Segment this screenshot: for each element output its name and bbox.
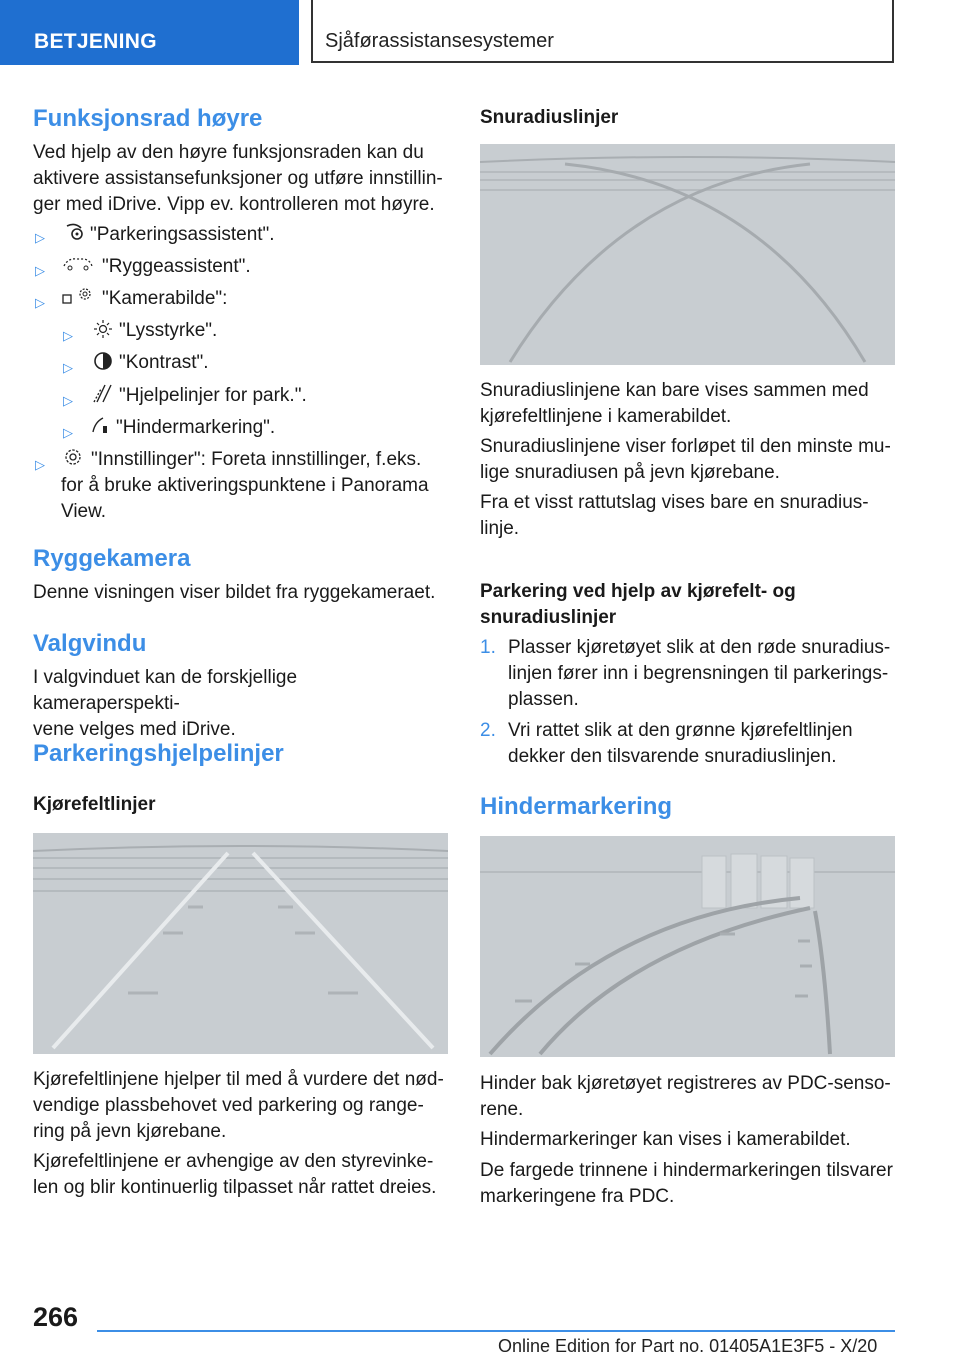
text-line: vendige plassbehovet ved parkering og range-	[33, 1095, 424, 1116]
heading-parkeringshjelpelinjer: Parkeringshjelpelinjer	[33, 740, 284, 767]
para-hinder-1	[480, 1071, 891, 1123]
text-line: linje.	[480, 518, 520, 539]
obstacle-marking-icon	[89, 414, 113, 434]
section-title: BETJENING	[34, 30, 157, 53]
text-line: markeringene fra PDC.	[480, 1186, 675, 1207]
para-kjorefelt-1	[33, 1067, 444, 1145]
heading-ryggekamera: Ryggekamera	[33, 545, 191, 572]
step-number: 2.	[480, 720, 496, 741]
step-1-text	[508, 635, 890, 713]
text-line: Snuradiuslinjene viser forløpet til den minste mu-	[480, 436, 891, 457]
subitem-label: "Hjelpelinjer for park.".	[119, 385, 307, 406]
brightness-icon	[91, 319, 115, 339]
heading-funksjonsrad: Funksjonsrad høyre	[33, 105, 263, 132]
text-line: aktivere assistansefunksjoner og utføre innstillin-	[33, 168, 443, 189]
text-line: Hinder bak kjøretøyet registreres av PDC-senso-	[480, 1073, 891, 1094]
section-tab	[0, 0, 299, 65]
text-line: De fargede trinnene i hindermarkeringen tilsvarer	[480, 1160, 893, 1181]
lane-lines-image	[33, 833, 448, 1054]
text-line: snuradiuslinjer	[480, 607, 617, 628]
text-line: Fra et visst rattutslag vises bare en snuradius-	[480, 492, 869, 513]
text-line: Kjørefeltlinjene hjelper til med å vurdere det nød-	[33, 1069, 444, 1090]
turning-radius-image	[480, 144, 895, 365]
item-label: "Ryggeassistent".	[102, 256, 251, 277]
edition-text: Online Edition for Part no. 01405A1E3F5 - X/20	[498, 1336, 878, 1356]
text-line: "Innstillinger": Foreta innstillinger, f.eks.	[91, 449, 422, 470]
text-line: lige snuradiusen på jevn kjørebane.	[480, 462, 780, 483]
subitem-label: "Kontrast".	[119, 352, 209, 373]
text-line: len og blir kontinuerlig tilpasset når rattet dreies.	[33, 1177, 437, 1198]
reversing-assistant-icon	[60, 254, 96, 274]
heading-valgvindu: Valgvindu	[33, 630, 147, 657]
page-number: 266	[33, 1302, 79, 1332]
chapter-tab	[311, 0, 894, 63]
bullet-triangle: ▷	[63, 328, 73, 343]
obstacle-marking-image	[480, 836, 895, 1057]
text-line: Ved hjelp av den høyre funksjonsraden kan du	[33, 142, 424, 163]
para-hinder-2: Hindermarkeringer kan vises i kamerabildet.	[480, 1129, 851, 1150]
heading-kjorefeltlinjer: Kjørefeltlinjer	[33, 794, 156, 815]
para-funksjonsrad	[33, 140, 443, 218]
text-line: kjørefeltlinjene i kamerabildet.	[480, 406, 732, 427]
text-line: I valgvinduet kan de forskjellige kameraperspekti-	[33, 667, 298, 714]
para-hinder-3	[480, 1158, 893, 1210]
para-snu-3	[480, 490, 869, 542]
text-line: ger med iDrive. Vipp ev. kontrolleren mot høyre.	[33, 194, 435, 215]
para-valgvindu	[33, 665, 448, 743]
contrast-icon	[91, 351, 115, 371]
footer-divider	[97, 1330, 895, 1332]
text-line: for å bruke aktiveringspunktene i Panorama	[61, 475, 429, 496]
para-snu-1	[480, 378, 869, 430]
text-line: View.	[61, 501, 107, 522]
heading-parkering-ved-hjelp	[480, 579, 796, 631]
para-ryggekamera: Denne visningen viser bildet fra ryggekameraet.	[33, 582, 436, 603]
settings-item	[61, 447, 451, 525]
text-line: ring på jevn kjørebane.	[33, 1121, 227, 1142]
text-line: rene.	[480, 1099, 524, 1120]
text-line: Parkering ved hjelp av kjørefelt- og	[480, 581, 796, 602]
bullet-triangle: ▷	[63, 360, 73, 375]
para-kjorefelt-2	[33, 1149, 436, 1201]
text-line: plassen.	[508, 689, 579, 710]
step-number: 1.	[480, 637, 496, 658]
text-line: Vri rattet slik at den grønne kjørefeltlinjen	[508, 720, 853, 741]
text-line: Plasser kjøretøyet slik at den røde snuradius-	[508, 637, 891, 658]
bullet-triangle: ▷	[35, 295, 45, 310]
bullet-triangle: ▷	[35, 263, 45, 278]
item-label: "Kamerabilde":	[102, 288, 228, 309]
bullet-triangle: ▷	[63, 393, 73, 408]
text-line: linjen fører inn i begrensningen til parkerings-	[508, 663, 889, 684]
bullet-triangle: ▷	[63, 425, 73, 440]
heading-snuradiuslinjer: Snuradiuslinjer	[480, 107, 619, 128]
item-label: "Parkeringsassistent".	[90, 224, 275, 245]
camera-settings-icon	[60, 286, 96, 306]
text-line: Snuradiuslinjene kan bare vises sammen med	[480, 380, 869, 401]
text-line: Kjørefeltlinjene er avhengige av den styrevinke-	[33, 1151, 434, 1172]
text-line: vene velges med iDrive.	[33, 719, 236, 740]
text-line: dekker den tilsvarende snuradiuslinjen.	[508, 746, 837, 767]
subitem-label: "Lysstyrke".	[119, 320, 218, 341]
bullet-triangle: ▷	[35, 457, 45, 472]
step-2-text	[508, 718, 853, 770]
heading-hindermarkering: Hindermarkering	[480, 793, 673, 820]
parking-assistant-icon	[63, 222, 87, 242]
parking-lines-icon	[91, 383, 115, 403]
subitem-label: "Hindermarkering".	[116, 417, 276, 438]
chapter-title: Sjåførassistansesystemer	[325, 30, 554, 52]
bullet-triangle: ▷	[35, 230, 45, 245]
para-snu-2	[480, 434, 891, 486]
